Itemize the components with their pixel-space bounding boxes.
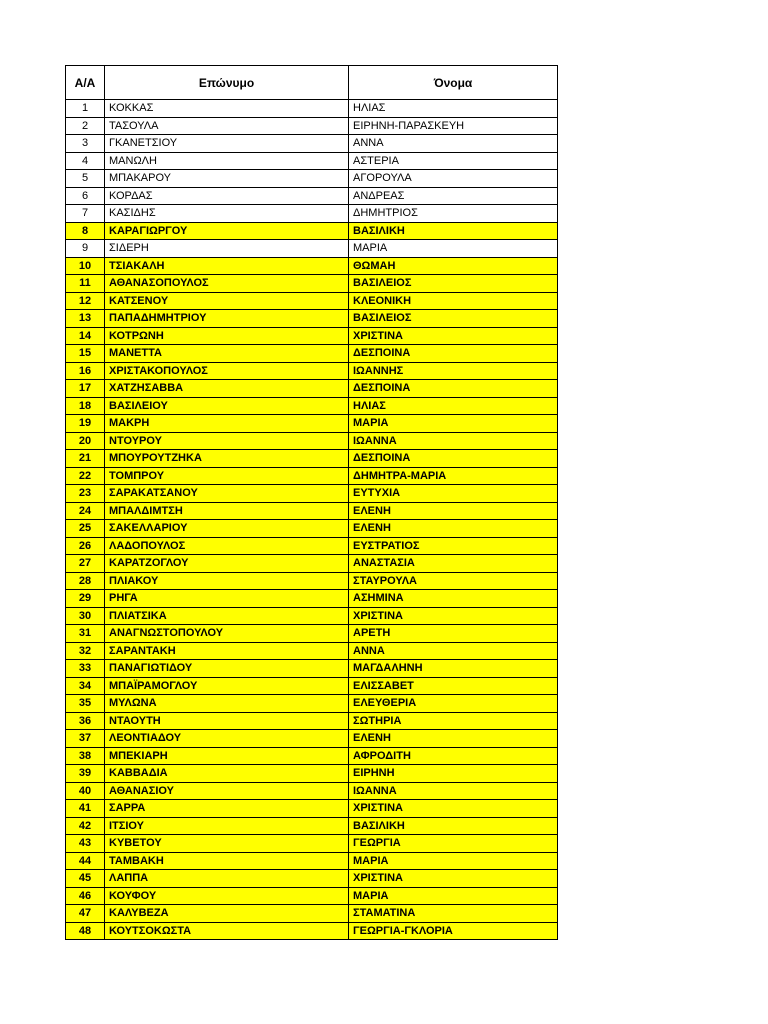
row-first-name: ΔΕΣΠΟΙΝΑ [349,345,558,363]
row-number: 6 [66,187,105,205]
row-first-name: ΣΤΑΜΑΤΙΝΑ [349,905,558,923]
row-surname: ΛΑΔΟΠΟΥΛΟΣ [105,537,349,555]
row-surname: ΣΑΡΑΚΑΤΣΑΝΟΥ [105,485,349,503]
row-first-name: ΙΩΑΝΝΑ [349,782,558,800]
table-row [66,887,558,905]
row-surname: ΜΠΕΚΙΑΡΗ [105,747,349,765]
row-number: 1 [66,100,105,118]
row-first-name: ΑΣΤΕΡΙΑ [349,152,558,170]
row-number: 16 [66,362,105,380]
row-first-name: ΜΑΓΔΑΛΗΝΗ [349,660,558,678]
row-number: 3 [66,135,105,153]
table-row [66,205,558,223]
table-row [66,555,558,573]
row-surname: ΜΑΝΩΛΗ [105,152,349,170]
row-number: 25 [66,520,105,538]
row-number: 4 [66,152,105,170]
row-first-name: ΔΕΣΠΟΙΝΑ [349,380,558,398]
row-number: 11 [66,275,105,293]
row-first-name: ΣΤΑΥΡΟΥΛΑ [349,572,558,590]
row-number: 41 [66,800,105,818]
row-surname: ΚΥΒΕΤΟΥ [105,835,349,853]
row-first-name: ΔΗΜΗΤΡΙΟΣ [349,205,558,223]
table-row [66,485,558,503]
row-surname: ΙΤΣΙΟΥ [105,817,349,835]
row-first-name: ΧΡΙΣΤΙΝΑ [349,870,558,888]
row-first-name: ΑΣΗΜΙΝΑ [349,590,558,608]
row-first-name: ΑΓΟΡΟΥΛΑ [349,170,558,188]
row-first-name: ΕΙΡΗΝΗ [349,765,558,783]
row-first-name: ΜΑΡΙΑ [349,415,558,433]
table-row [66,607,558,625]
row-number: 45 [66,870,105,888]
row-first-name: ΒΑΣΙΛΕΙΟΣ [349,310,558,328]
row-surname: ΜΥΛΩΝΑ [105,695,349,713]
row-number: 37 [66,730,105,748]
row-first-name: ΒΑΣΙΛΙΚΗ [349,222,558,240]
row-first-name: ΑΝΝΑ [349,642,558,660]
row-surname: ΜΠΑΛΔΙΜΤΣΗ [105,502,349,520]
row-first-name: ΣΩΤΗΡΙΑ [349,712,558,730]
row-first-name: ΜΑΡΙΑ [349,887,558,905]
row-surname: ΚΟΚΚΑΣ [105,100,349,118]
table-row [66,170,558,188]
row-first-name: ΕΥΣΤΡΑΤΙΟΣ [349,537,558,555]
row-first-name: ΑΝΔΡΕΑΣ [349,187,558,205]
row-number: 34 [66,677,105,695]
table-row [66,152,558,170]
row-surname: ΜΠΑΪΡΑΜΟΓΛΟΥ [105,677,349,695]
row-surname: ΜΠΟΥΡΟΥΤΖΗΚΑ [105,450,349,468]
row-first-name: ΑΝΝΑ [349,135,558,153]
row-number: 23 [66,485,105,503]
table-row [66,292,558,310]
row-number: 30 [66,607,105,625]
row-number: 47 [66,905,105,923]
row-number: 35 [66,695,105,713]
table-header [66,66,558,100]
table-row [66,590,558,608]
row-number: 39 [66,765,105,783]
table-row [66,135,558,153]
row-surname: ΠΑΠΑΔΗΜΗΤΡΙΟΥ [105,310,349,328]
row-number: 21 [66,450,105,468]
table-row [66,572,558,590]
row-surname: ΑΘΑΝΑΣΙΟΥ [105,782,349,800]
row-surname: ΚΟΤΡΩΝΗ [105,327,349,345]
row-number: 19 [66,415,105,433]
table-row [66,765,558,783]
row-surname: ΚΑΡΑΤΖΟΓΛΟΥ [105,555,349,573]
row-number: 18 [66,397,105,415]
row-surname: ΜΠΑΚΑΡΟΥ [105,170,349,188]
table-body [66,100,558,940]
row-number: 31 [66,625,105,643]
row-surname: ΛΑΠΠΑ [105,870,349,888]
row-number: 24 [66,502,105,520]
row-number: 8 [66,222,105,240]
table-row [66,747,558,765]
row-number: 17 [66,380,105,398]
table-row [66,362,558,380]
row-first-name: ΕΙΡΗΝΗ-ΠΑΡΑΣΚΕΥΗ [349,117,558,135]
row-number: 15 [66,345,105,363]
table-row [66,537,558,555]
row-surname: ΧΡΙΣΤΑΚΟΠΟΥΛΟΣ [105,362,349,380]
row-surname: ΠΑΝΑΓΙΩΤΙΔΟΥ [105,660,349,678]
header-surname: Επώνυμο [105,66,349,100]
row-number: 32 [66,642,105,660]
row-surname: ΜΑΝΕΤΤΑ [105,345,349,363]
table-row [66,520,558,538]
table-row [66,257,558,275]
row-first-name: ΓΕΩΡΓΙΑ [349,835,558,853]
table-row [66,852,558,870]
row-number: 33 [66,660,105,678]
row-surname: ΝΤΑΟΥΤΗ [105,712,349,730]
table-row [66,905,558,923]
row-number: 10 [66,257,105,275]
row-surname: ΛΕΟΝΤΙΑΔΟΥ [105,730,349,748]
row-surname: ΠΛΙΑΚΟΥ [105,572,349,590]
row-first-name: ΧΡΙΣΤΙΝΑ [349,607,558,625]
row-surname: ΚΑΒΒΑΔΙΑ [105,765,349,783]
table-row [66,625,558,643]
row-surname: ΤΣΙΑΚΑΛΗ [105,257,349,275]
row-number: 7 [66,205,105,223]
table-row [66,117,558,135]
row-surname: ΣΑΡΡΑ [105,800,349,818]
row-first-name: ΚΛΕΟΝΙΚΗ [349,292,558,310]
table-row [66,642,558,660]
row-surname: ΣΑΡΑΝΤΑΚΗ [105,642,349,660]
table-row [66,695,558,713]
row-first-name: ΕΛΕΥΘΕΡΙΑ [349,695,558,713]
row-surname: ΚΑΡΑΓΙΩΡΓΟΥ [105,222,349,240]
row-first-name: ΒΑΣΙΛΕΙΟΣ [349,275,558,293]
row-surname: ΤΑΜΒΑΚΗ [105,852,349,870]
table-row [66,502,558,520]
row-number: 26 [66,537,105,555]
row-number: 42 [66,817,105,835]
roster-table [65,65,558,940]
table-row [66,730,558,748]
row-first-name: ΕΛΙΣΣΑΒΕΤ [349,677,558,695]
row-surname: ΝΤΟΥΡΟΥ [105,432,349,450]
row-first-name: ΗΛΙΑΣ [349,397,558,415]
row-number: 29 [66,590,105,608]
row-first-name: ΕΛΕΝΗ [349,520,558,538]
row-surname: ΡΗΓΑ [105,590,349,608]
row-surname: ΧΑΤΖΗΣΑΒΒΑ [105,380,349,398]
row-first-name: ΑΦΡΟΔΙΤΗ [349,747,558,765]
row-number: 48 [66,922,105,940]
row-number: 27 [66,555,105,573]
row-number: 46 [66,887,105,905]
table-row [66,345,558,363]
table-row [66,415,558,433]
row-number: 40 [66,782,105,800]
row-number: 13 [66,310,105,328]
row-first-name: ΘΩΜΑΗ [349,257,558,275]
row-first-name: ΑΡΕΤΗ [349,625,558,643]
row-surname: ΚΟΥΤΣΟΚΩΣΤΑ [105,922,349,940]
table-row [66,800,558,818]
row-surname: ΤΟΜΠΡΟΥ [105,467,349,485]
table-row [66,432,558,450]
header-row [66,66,558,100]
row-first-name: ΑΝΑΣΤΑΣΙΑ [349,555,558,573]
table-row [66,467,558,485]
row-number: 12 [66,292,105,310]
row-surname: ΒΑΣΙΛΕΙΟΥ [105,397,349,415]
table-row [66,222,558,240]
row-surname: ΜΑΚΡΗ [105,415,349,433]
row-first-name: ΗΛΙΑΣ [349,100,558,118]
table-row [66,660,558,678]
row-surname: ΚΟΥΦΟΥ [105,887,349,905]
row-first-name: ΔΗΜΗΤΡΑ-ΜΑΡΙΑ [349,467,558,485]
row-surname: ΚΟΡΔΑΣ [105,187,349,205]
row-first-name: ΧΡΙΣΤΙΝΑ [349,800,558,818]
row-number: 20 [66,432,105,450]
table-row [66,712,558,730]
table-row [66,275,558,293]
row-number: 28 [66,572,105,590]
table-row [66,922,558,940]
table-row [66,310,558,328]
row-first-name: ΓΕΩΡΓΙΑ-ΓΚΛΟΡΙΑ [349,922,558,940]
row-first-name: ΕΥΤΥΧΙΑ [349,485,558,503]
row-first-name: ΙΩΑΝΝΗΣ [349,362,558,380]
table-row [66,397,558,415]
row-number: 43 [66,835,105,853]
row-number: 5 [66,170,105,188]
table-row [66,327,558,345]
table-row [66,187,558,205]
row-first-name: ΧΡΙΣΤΙΝΑ [349,327,558,345]
table-row [66,677,558,695]
row-first-name: ΒΑΣΙΛΙΚΗ [349,817,558,835]
table-row [66,835,558,853]
row-surname: ΣΑΚΕΛΛΑΡΙΟΥ [105,520,349,538]
row-number: 9 [66,240,105,258]
row-first-name: ΙΩΑΝΝΑ [349,432,558,450]
row-number: 38 [66,747,105,765]
row-surname: ΚΑΣΙΔΗΣ [105,205,349,223]
row-surname: ΤΑΣΟΥΛΑ [105,117,349,135]
row-first-name: ΔΕΣΠΟΙΝΑ [349,450,558,468]
row-surname: ΓΚΑΝΕΤΣΙΟΥ [105,135,349,153]
row-surname: ΚΑΤΣΕΝΟΥ [105,292,349,310]
row-first-name: ΜΑΡΙΑ [349,852,558,870]
table-row [66,817,558,835]
row-number: 36 [66,712,105,730]
row-first-name: ΕΛΕΝΗ [349,502,558,520]
row-number: 2 [66,117,105,135]
table-row [66,100,558,118]
row-number: 44 [66,852,105,870]
row-surname: ΠΛΙΑΤΣΙΚΑ [105,607,349,625]
table-row [66,782,558,800]
row-number: 14 [66,327,105,345]
table-row [66,380,558,398]
row-surname: ΑΘΑΝΑΣΟΠΟΥΛΟΣ [105,275,349,293]
row-surname: ΚΑΛΥΒΕΖΑ [105,905,349,923]
row-surname: ΣΙΔΕΡΗ [105,240,349,258]
table-row [66,870,558,888]
header-aa: Α/Α [66,66,105,100]
table-row [66,240,558,258]
row-first-name: ΜΑΡΙΑ [349,240,558,258]
header-name: Όνομα [349,66,558,100]
row-surname: ΑΝΑΓΝΩΣΤΟΠΟΥΛΟΥ [105,625,349,643]
row-number: 22 [66,467,105,485]
row-first-name: ΕΛΕΝΗ [349,730,558,748]
table-row [66,450,558,468]
